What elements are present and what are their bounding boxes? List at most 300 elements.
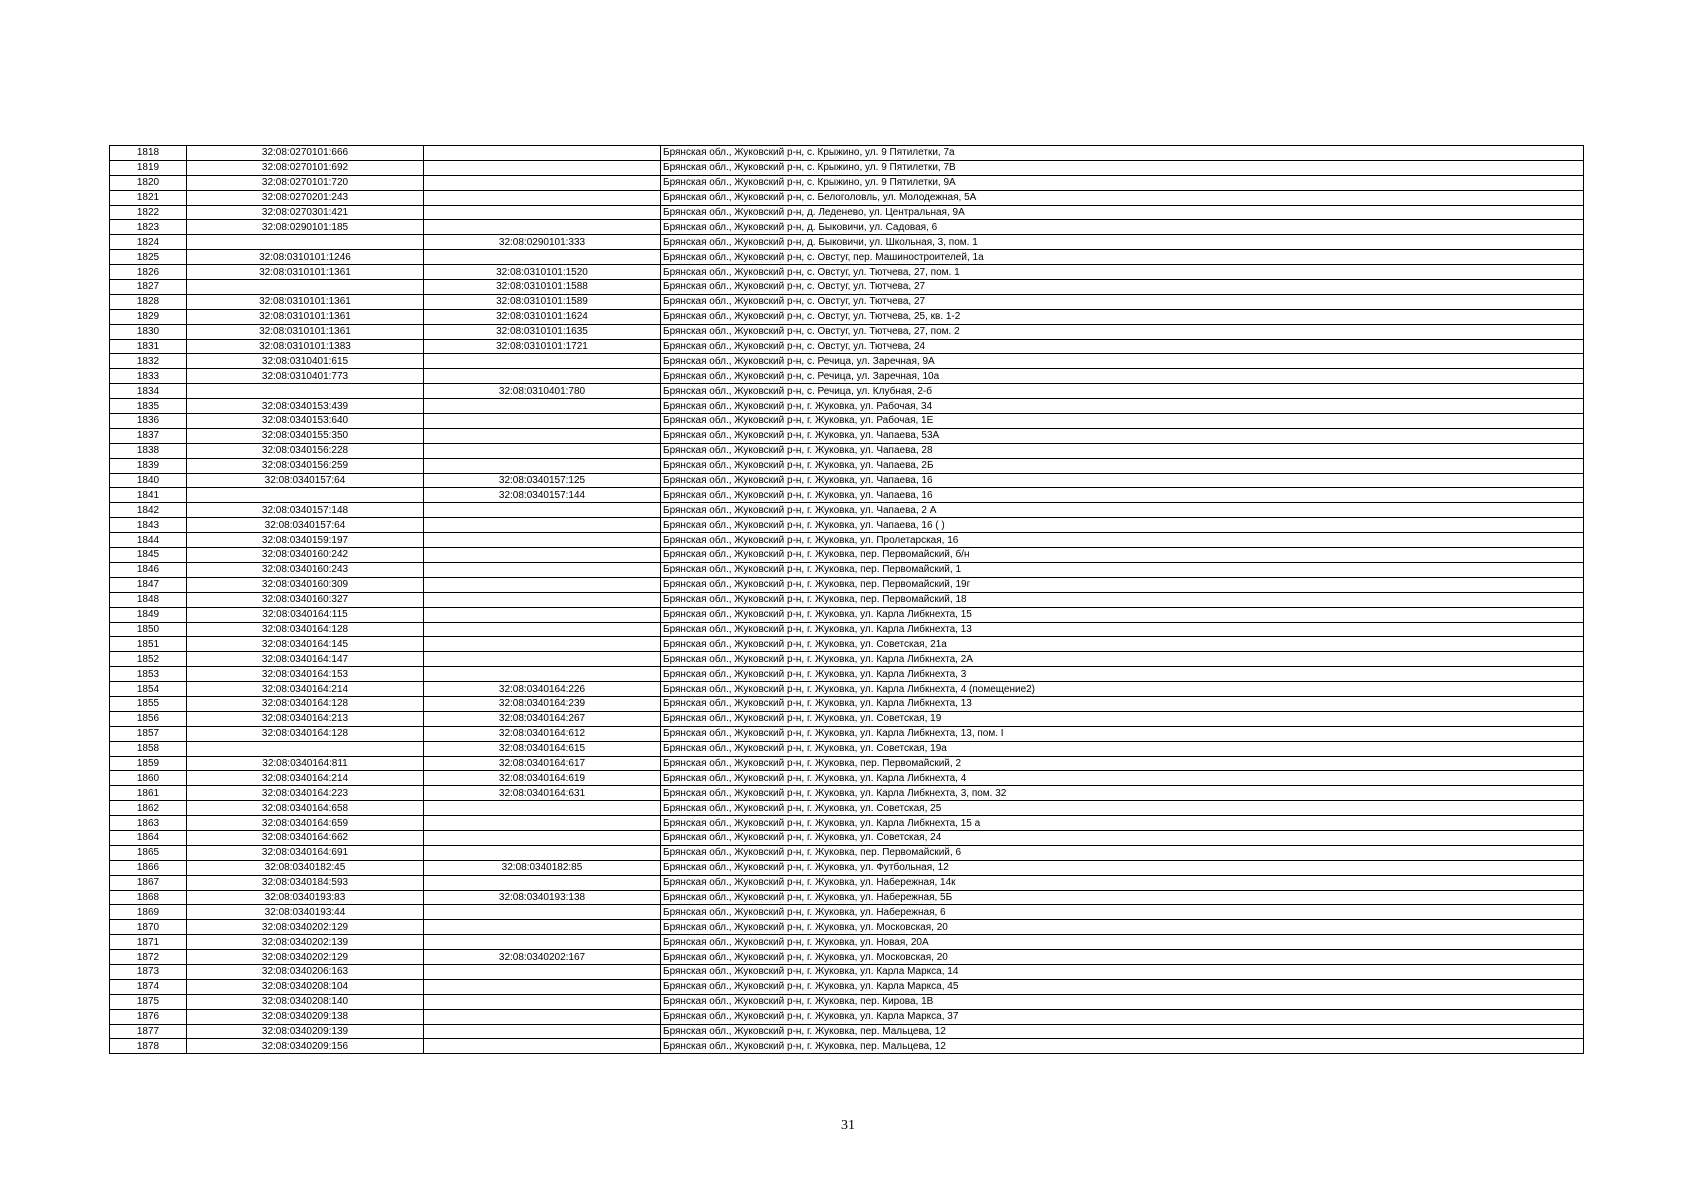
table-row	[110, 294, 1584, 309]
object-cadastral-number-cell	[424, 979, 661, 994]
object-cadastral-number-cell: 32:08:0310101:1589	[424, 294, 661, 309]
cadastral-number-cell: 32:08:0270101:692	[187, 160, 424, 175]
row-number-cell: 1829	[110, 309, 187, 324]
object-cadastral-number-cell	[424, 935, 661, 950]
row-number-cell: 1866	[110, 860, 187, 875]
object-cadastral-number-cell	[424, 577, 661, 592]
object-cadastral-number-cell	[424, 592, 661, 607]
table-row	[110, 443, 1584, 458]
object-cadastral-number-cell	[424, 830, 661, 845]
row-number-cell: 1868	[110, 890, 187, 905]
cadastral-number-cell: 32:08:0340160:309	[187, 577, 424, 592]
table-row	[110, 726, 1584, 741]
object-cadastral-number-cell	[424, 146, 661, 161]
address-cell: Брянская обл., Жуковский р-н, г. Жуковка, ул. Карла Маркса, 37	[661, 1009, 1584, 1024]
object-cadastral-number-cell	[424, 875, 661, 890]
row-number-cell: 1825	[110, 250, 187, 265]
address-cell: Брянская обл., Жуковский р-н, с. Крыжино, ул. 9 Пятилетки, 7а	[661, 146, 1584, 161]
cadastral-number-cell: 32:08:0340153:640	[187, 414, 424, 429]
object-cadastral-number-cell	[424, 175, 661, 190]
cadastral-number-cell	[187, 384, 424, 399]
table-row	[110, 384, 1584, 399]
address-cell: Брянская обл., Жуковский р-н, г. Жуковка, ул. Московская, 20	[661, 950, 1584, 965]
address-cell: Брянская обл., Жуковский р-н, г. Жуковка, пер. Мальцева, 12	[661, 1024, 1584, 1039]
object-cadastral-number-cell	[424, 518, 661, 533]
table-row	[110, 935, 1584, 950]
row-number-cell: 1833	[110, 369, 187, 384]
address-cell: Брянская обл., Жуковский р-н, г. Жуковка, пер. Первомайский, 1	[661, 562, 1584, 577]
address-cell: Брянская обл., Жуковский р-н, г. Жуковка, ул. Карла Либкнехта, 2А	[661, 652, 1584, 667]
cadastral-number-cell: 32:08:0340164:128	[187, 696, 424, 711]
table-row	[110, 890, 1584, 905]
cadastral-number-cell: 32:08:0340164:128	[187, 622, 424, 637]
table-row	[110, 816, 1584, 831]
address-cell: Брянская обл., Жуковский р-н, г. Жуковка, ул. Карла Маркса, 45	[661, 979, 1584, 994]
cadastral-number-cell: 32:08:0340164:811	[187, 756, 424, 771]
cadastral-number-cell: 32:08:0340164:223	[187, 786, 424, 801]
row-number-cell: 1861	[110, 786, 187, 801]
address-cell: Брянская обл., Жуковский р-н, г. Жуковка, ул. Чапаева, 16	[661, 488, 1584, 503]
row-number-cell: 1838	[110, 443, 187, 458]
table-row	[110, 503, 1584, 518]
object-cadastral-number-cell: 32:08:0340164:239	[424, 696, 661, 711]
table-row	[110, 175, 1584, 190]
cadastral-number-cell: 32:08:0340208:104	[187, 979, 424, 994]
object-cadastral-number-cell	[424, 369, 661, 384]
cadastral-number-cell: 32:08:0340193:44	[187, 905, 424, 920]
table-row	[110, 220, 1584, 235]
row-number-cell: 1842	[110, 503, 187, 518]
row-number-cell: 1877	[110, 1024, 187, 1039]
address-cell: Брянская обл., Жуковский р-н, с. Овстуг, пер. Машиностроителей, 1а	[661, 250, 1584, 265]
row-number-cell: 1859	[110, 756, 187, 771]
cadastral-number-cell: 32:08:0340182:45	[187, 860, 424, 875]
object-cadastral-number-cell	[424, 250, 661, 265]
table-row	[110, 964, 1584, 979]
table-row	[110, 950, 1584, 965]
cadastral-number-cell: 32:08:0340209:138	[187, 1009, 424, 1024]
address-cell: Брянская обл., Жуковский р-н, г. Жуковка, пер. Первомайский, 18	[661, 592, 1584, 607]
address-cell: Брянская обл., Жуковский р-н, г. Жуковка, ул. Чапаева, 2 А	[661, 503, 1584, 518]
cadastral-number-cell: 32:08:0340155:350	[187, 428, 424, 443]
address-cell: Брянская обл., Жуковский р-н, с. Крыжино, ул. 9 Пятилетки, 9А	[661, 175, 1584, 190]
cadastral-number-cell: 32:08:0310401:773	[187, 369, 424, 384]
object-cadastral-number-cell	[424, 399, 661, 414]
table-row	[110, 205, 1584, 220]
table-row	[110, 830, 1584, 845]
address-cell: Брянская обл., Жуковский р-н, г. Жуковка, ул. Набережная, 14к	[661, 875, 1584, 890]
object-cadastral-number-cell	[424, 354, 661, 369]
table-row	[110, 533, 1584, 548]
row-number-cell: 1832	[110, 354, 187, 369]
address-cell: Брянская обл., Жуковский р-н, г. Жуковка, пер. Кирова, 1В	[661, 994, 1584, 1009]
row-number-cell: 1858	[110, 741, 187, 756]
table-row	[110, 667, 1584, 682]
cadastral-number-cell	[187, 280, 424, 295]
table-row	[110, 488, 1584, 503]
address-cell: Брянская обл., Жуковский р-н, г. Жуковка, пер. Мальцева, 12	[661, 1039, 1584, 1054]
address-cell: Брянская обл., Жуковский р-н, г. Жуковка, ул. Советская, 19	[661, 711, 1584, 726]
object-cadastral-number-cell	[424, 1009, 661, 1024]
object-cadastral-number-cell	[424, 548, 661, 563]
object-cadastral-number-cell	[424, 801, 661, 816]
row-number-cell: 1876	[110, 1009, 187, 1024]
object-cadastral-number-cell	[424, 220, 661, 235]
address-cell: Брянская обл., Жуковский р-н, г. Жуковка, ул. Футбольная, 12	[661, 860, 1584, 875]
address-cell: Брянская обл., Жуковский р-н, г. Жуковка, пер. Первомайский, 6	[661, 845, 1584, 860]
object-cadastral-number-cell: 32:08:0310101:1721	[424, 339, 661, 354]
row-number-cell: 1867	[110, 875, 187, 890]
object-cadastral-number-cell	[424, 667, 661, 682]
object-cadastral-number-cell: 32:08:0340157:144	[424, 488, 661, 503]
table-row	[110, 458, 1584, 473]
row-number-cell: 1862	[110, 801, 187, 816]
row-number-cell: 1871	[110, 935, 187, 950]
object-cadastral-number-cell: 32:08:0340202:167	[424, 950, 661, 965]
cadastral-number-cell: 32:08:0310101:1361	[187, 324, 424, 339]
address-cell: Брянская обл., Жуковский р-н, г. Жуковка, ул. Набережная, 5Б	[661, 890, 1584, 905]
object-cadastral-number-cell	[424, 1024, 661, 1039]
row-number-cell: 1863	[110, 816, 187, 831]
address-cell: Брянская обл., Жуковский р-н, г. Жуковка, ул. Карла Либкнехта, 3, пом. 32	[661, 786, 1584, 801]
row-number-cell: 1831	[110, 339, 187, 354]
cadastral-number-cell: 32:08:0340156:259	[187, 458, 424, 473]
table-row	[110, 622, 1584, 637]
cadastral-number-cell: 32:08:0340157:148	[187, 503, 424, 518]
cadastral-number-cell: 32:08:0340164:214	[187, 682, 424, 697]
row-number-cell: 1845	[110, 548, 187, 563]
cadastral-number-cell: 32:08:0340157:64	[187, 473, 424, 488]
object-cadastral-number-cell: 32:08:0340157:125	[424, 473, 661, 488]
object-cadastral-number-cell	[424, 414, 661, 429]
row-number-cell: 1846	[110, 562, 187, 577]
registry-table-body	[110, 146, 1584, 1054]
table-row	[110, 190, 1584, 205]
table-row	[110, 339, 1584, 354]
table-row	[110, 607, 1584, 622]
cadastral-number-cell: 32:08:0340202:139	[187, 935, 424, 950]
object-cadastral-number-cell: 32:08:0340193:138	[424, 890, 661, 905]
object-cadastral-number-cell	[424, 637, 661, 652]
cadastral-number-cell: 32:08:0270101:666	[187, 146, 424, 161]
row-number-cell: 1834	[110, 384, 187, 399]
table-row	[110, 354, 1584, 369]
object-cadastral-number-cell: 32:08:0310101:1588	[424, 280, 661, 295]
address-cell: Брянская обл., Жуковский р-н, г. Жуковка, пер. Первомайский, 19г	[661, 577, 1584, 592]
table-row	[110, 860, 1584, 875]
cadastral-number-cell: 32:08:0340164:213	[187, 711, 424, 726]
object-cadastral-number-cell	[424, 652, 661, 667]
row-number-cell: 1827	[110, 280, 187, 295]
object-cadastral-number-cell	[424, 503, 661, 518]
row-number-cell: 1822	[110, 205, 187, 220]
row-number-cell: 1875	[110, 994, 187, 1009]
row-number-cell: 1835	[110, 399, 187, 414]
address-cell: Брянская обл., Жуковский р-н, г. Жуковка, ул. Новая, 20А	[661, 935, 1584, 950]
object-cadastral-number-cell: 32:08:0340164:617	[424, 756, 661, 771]
row-number-cell: 1873	[110, 964, 187, 979]
row-number-cell: 1848	[110, 592, 187, 607]
row-number-cell: 1849	[110, 607, 187, 622]
address-cell: Брянская обл., Жуковский р-н, д. Быковичи, ул. Школьная, 3, пом. 1	[661, 235, 1584, 250]
object-cadastral-number-cell	[424, 920, 661, 935]
address-cell: Брянская обл., Жуковский р-н, г. Жуковка, ул. Советская, 24	[661, 830, 1584, 845]
table-row	[110, 548, 1584, 563]
row-number-cell: 1847	[110, 577, 187, 592]
row-number-cell: 1869	[110, 905, 187, 920]
cadastral-number-cell: 32:08:0340164:214	[187, 771, 424, 786]
cadastral-number-cell: 32:08:0310401:615	[187, 354, 424, 369]
row-number-cell: 1839	[110, 458, 187, 473]
row-number-cell: 1823	[110, 220, 187, 235]
object-cadastral-number-cell	[424, 428, 661, 443]
row-number-cell: 1852	[110, 652, 187, 667]
table-row	[110, 1024, 1584, 1039]
table-row	[110, 146, 1584, 161]
cadastral-number-cell: 32:08:0270301:421	[187, 205, 424, 220]
row-number-cell: 1872	[110, 950, 187, 965]
object-cadastral-number-cell: 32:08:0340164:612	[424, 726, 661, 741]
cadastral-number-cell: 32:08:0310101:1361	[187, 265, 424, 280]
address-cell: Брянская обл., Жуковский р-н, с. Овстуг, ул. Тютчева, 27	[661, 294, 1584, 309]
row-number-cell: 1850	[110, 622, 187, 637]
cadastral-number-cell: 32:08:0340209:156	[187, 1039, 424, 1054]
table-row	[110, 160, 1584, 175]
object-cadastral-number-cell: 32:08:0310101:1635	[424, 324, 661, 339]
object-cadastral-number-cell	[424, 994, 661, 1009]
row-number-cell: 1851	[110, 637, 187, 652]
table-row	[110, 265, 1584, 280]
table-row	[110, 905, 1584, 920]
address-cell: Брянская обл., Жуковский р-н, с. Овстуг, ул. Тютчева, 25, кв. 1-2	[661, 309, 1584, 324]
object-cadastral-number-cell: 32:08:0290101:333	[424, 235, 661, 250]
cadastral-number-cell: 32:08:0270101:720	[187, 175, 424, 190]
table-row	[110, 369, 1584, 384]
table-row	[110, 994, 1584, 1009]
table-row	[110, 592, 1584, 607]
row-number-cell: 1820	[110, 175, 187, 190]
address-cell: Брянская обл., Жуковский р-н, г. Жуковка, ул. Карла Либкнехта, 15	[661, 607, 1584, 622]
table-row	[110, 741, 1584, 756]
row-number-cell: 1854	[110, 682, 187, 697]
table-row	[110, 399, 1584, 414]
address-cell: Брянская обл., Жуковский р-н, с. Овстуг, ул. Тютчева, 27, пом. 2	[661, 324, 1584, 339]
address-cell: Брянская обл., Жуковский р-н, г. Жуковка, ул. Чапаева, 16	[661, 473, 1584, 488]
row-number-cell: 1856	[110, 711, 187, 726]
row-number-cell: 1843	[110, 518, 187, 533]
cadastral-number-cell: 32:08:0310101:1361	[187, 294, 424, 309]
row-number-cell: 1857	[110, 726, 187, 741]
cadastral-number-cell: 32:08:0340208:140	[187, 994, 424, 1009]
table-row	[110, 428, 1584, 443]
address-cell: Брянская обл., Жуковский р-н, г. Жуковка, ул. Карла Либкнехта, 4	[661, 771, 1584, 786]
object-cadastral-number-cell: 32:08:0340164:619	[424, 771, 661, 786]
table-row	[110, 875, 1584, 890]
table-row	[110, 280, 1584, 295]
row-number-cell: 1837	[110, 428, 187, 443]
address-cell: Брянская обл., Жуковский р-н, г. Жуковка, ул. Рабочая, 1Е	[661, 414, 1584, 429]
object-cadastral-number-cell	[424, 905, 661, 920]
table-row	[110, 250, 1584, 265]
cadastral-number-cell: 32:08:0340202:129	[187, 950, 424, 965]
object-cadastral-number-cell	[424, 205, 661, 220]
table-row	[110, 577, 1584, 592]
address-cell: Брянская обл., Жуковский р-н, г. Жуковка, ул. Пролетарская, 16	[661, 533, 1584, 548]
row-number-cell: 1865	[110, 845, 187, 860]
cadastral-number-cell: 32:08:0340164:147	[187, 652, 424, 667]
object-cadastral-number-cell	[424, 160, 661, 175]
address-cell: Брянская обл., Жуковский р-н, г. Жуковка, ул. Набережная, 6	[661, 905, 1584, 920]
cadastral-number-cell: 32:08:0310101:1361	[187, 309, 424, 324]
table-row	[110, 637, 1584, 652]
table-row	[110, 473, 1584, 488]
object-cadastral-number-cell: 32:08:0310401:780	[424, 384, 661, 399]
cadastral-number-cell: 32:08:0310101:1246	[187, 250, 424, 265]
object-cadastral-number-cell: 32:08:0340182:85	[424, 860, 661, 875]
address-cell: Брянская обл., Жуковский р-н, с. Овстуг, ул. Тютчева, 27, пом. 1	[661, 265, 1584, 280]
cadastral-number-cell: 32:08:0270201:243	[187, 190, 424, 205]
address-cell: Брянская обл., Жуковский р-н, г. Жуковка, ул. Карла Либкнехта, 4 (помещение2)	[661, 682, 1584, 697]
cadastral-number-cell: 32:08:0340160:242	[187, 548, 424, 563]
row-number-cell: 1840	[110, 473, 187, 488]
object-cadastral-number-cell	[424, 816, 661, 831]
address-cell: Брянская обл., Жуковский р-н, с. Овстуг, ул. Тютчева, 27	[661, 280, 1584, 295]
row-number-cell: 1819	[110, 160, 187, 175]
cadastral-number-cell: 32:08:0340157:64	[187, 518, 424, 533]
cadastral-number-cell: 32:08:0340160:327	[187, 592, 424, 607]
row-number-cell: 1864	[110, 830, 187, 845]
object-cadastral-number-cell	[424, 964, 661, 979]
object-cadastral-number-cell	[424, 1039, 661, 1054]
object-cadastral-number-cell	[424, 607, 661, 622]
object-cadastral-number-cell	[424, 458, 661, 473]
address-cell: Брянская обл., Жуковский р-н, г. Жуковка, ул. Советская, 25	[661, 801, 1584, 816]
address-cell: Брянская обл., Жуковский р-н, г. Жуковка, ул. Чапаева, 28	[661, 443, 1584, 458]
address-cell: Брянская обл., Жуковский р-н, г. Жуковка, ул. Московская, 20	[661, 920, 1584, 935]
cadastral-number-cell: 32:08:0340164:153	[187, 667, 424, 682]
cadastral-number-cell: 32:08:0290101:185	[187, 220, 424, 235]
row-number-cell: 1855	[110, 696, 187, 711]
address-cell: Брянская обл., Жуковский р-н, д. Быковичи, ул. Садовая, 6	[661, 220, 1584, 235]
row-number-cell: 1821	[110, 190, 187, 205]
address-cell: Брянская обл., Жуковский р-н, с. Белоголовль, ул. Молодежная, 5А	[661, 190, 1584, 205]
table-row	[110, 309, 1584, 324]
row-number-cell: 1826	[110, 265, 187, 280]
address-cell: Брянская обл., Жуковский р-н, г. Жуковка, ул. Карла Либкнехта, 3	[661, 667, 1584, 682]
address-cell: Брянская обл., Жуковский р-н, г. Жуковка, ул. Советская, 21а	[661, 637, 1584, 652]
table-row	[110, 652, 1584, 667]
table-row	[110, 711, 1584, 726]
object-cadastral-number-cell: 32:08:0310101:1520	[424, 265, 661, 280]
object-cadastral-number-cell	[424, 622, 661, 637]
address-cell: Брянская обл., Жуковский р-н, г. Жуковка, ул. Чапаева, 53А	[661, 428, 1584, 443]
table-row	[110, 845, 1584, 860]
object-cadastral-number-cell	[424, 845, 661, 860]
object-cadastral-number-cell	[424, 443, 661, 458]
address-cell: Брянская обл., Жуковский р-н, с. Овстуг, ул. Тютчева, 24	[661, 339, 1584, 354]
cadastral-number-cell: 32:08:0340164:115	[187, 607, 424, 622]
table-row	[110, 324, 1584, 339]
page-number: 31	[841, 1118, 855, 1133]
table-row	[110, 235, 1584, 250]
cadastral-number-cell: 32:08:0310101:1383	[187, 339, 424, 354]
cadastral-number-cell: 32:08:0340164:658	[187, 801, 424, 816]
table-row	[110, 414, 1584, 429]
table-row	[110, 920, 1584, 935]
table-row	[110, 801, 1584, 816]
cadastral-number-cell: 32:08:0340164:662	[187, 830, 424, 845]
object-cadastral-number-cell: 32:08:0340164:631	[424, 786, 661, 801]
object-cadastral-number-cell	[424, 190, 661, 205]
row-number-cell: 1836	[110, 414, 187, 429]
table-row	[110, 979, 1584, 994]
cadastral-number-cell: 32:08:0340209:139	[187, 1024, 424, 1039]
cadastral-number-cell: 32:08:0340184:593	[187, 875, 424, 890]
cadastral-number-cell: 32:08:0340153:439	[187, 399, 424, 414]
address-cell: Брянская обл., Жуковский р-н, с. Крыжино, ул. 9 Пятилетки, 7В	[661, 160, 1584, 175]
row-number-cell: 1874	[110, 979, 187, 994]
address-cell: Брянская обл., Жуковский р-н, с. Речица, ул. Клубная, 2-б	[661, 384, 1584, 399]
address-cell: Брянская обл., Жуковский р-н, г. Жуковка, ул. Карла Либкнехта, 15 а	[661, 816, 1584, 831]
address-cell: Брянская обл., Жуковский р-н, г. Жуковка, ул. Рабочая, 34	[661, 399, 1584, 414]
table-row	[110, 1039, 1584, 1054]
cadastral-number-cell: 32:08:0340193:83	[187, 890, 424, 905]
address-cell: Брянская обл., Жуковский р-н, д. Леденево, ул. Центральная, 9А	[661, 205, 1584, 220]
row-number-cell: 1844	[110, 533, 187, 548]
row-number-cell: 1870	[110, 920, 187, 935]
address-cell: Брянская обл., Жуковский р-н, с. Речица, ул. Заречная, 10а	[661, 369, 1584, 384]
cadastral-number-cell	[187, 235, 424, 250]
object-cadastral-number-cell	[424, 562, 661, 577]
object-cadastral-number-cell	[424, 533, 661, 548]
row-number-cell: 1841	[110, 488, 187, 503]
table-row	[110, 518, 1584, 533]
cadastral-number-cell: 32:08:0340159:197	[187, 533, 424, 548]
table-row	[110, 786, 1584, 801]
cadastral-number-cell: 32:08:0340206:163	[187, 964, 424, 979]
registry-table	[109, 145, 1584, 1054]
table-row	[110, 1009, 1584, 1024]
cadastral-number-cell: 32:08:0340156:228	[187, 443, 424, 458]
cadastral-number-cell: 32:08:0340164:145	[187, 637, 424, 652]
table-row	[110, 771, 1584, 786]
address-cell: Брянская обл., Жуковский р-н, г. Жуковка, ул. Карла Либкнехта, 13, пом. I	[661, 726, 1584, 741]
table-row	[110, 696, 1584, 711]
address-cell: Брянская обл., Жуковский р-н, г. Жуковка, ул. Советская, 19а	[661, 741, 1584, 756]
address-cell: Брянская обл., Жуковский р-н, г. Жуковка, ул. Карла Либкнехта, 13	[661, 622, 1584, 637]
address-cell: Брянская обл., Жуковский р-н, г. Жуковка, ул. Карла Маркса, 14	[661, 964, 1584, 979]
address-cell: Брянская обл., Жуковский р-н, г. Жуковка, ул. Чапаева, 16 ( )	[661, 518, 1584, 533]
object-cadastral-number-cell: 32:08:0340164:267	[424, 711, 661, 726]
address-cell: Брянская обл., Жуковский р-н, с. Речица, ул. Заречная, 9А	[661, 354, 1584, 369]
cadastral-number-cell: 32:08:0340164:659	[187, 816, 424, 831]
table-row	[110, 562, 1584, 577]
cadastral-number-cell: 32:08:0340160:243	[187, 562, 424, 577]
row-number-cell: 1853	[110, 667, 187, 682]
row-number-cell: 1828	[110, 294, 187, 309]
address-cell: Брянская обл., Жуковский р-н, г. Жуковка, ул. Карла Либкнехта, 13	[661, 696, 1584, 711]
cadastral-number-cell	[187, 488, 424, 503]
object-cadastral-number-cell: 32:08:0310101:1624	[424, 309, 661, 324]
table-row	[110, 756, 1584, 771]
address-cell: Брянская обл., Жуковский р-н, г. Жуковка, пер. Первомайский, б/н	[661, 548, 1584, 563]
row-number-cell: 1830	[110, 324, 187, 339]
row-number-cell: 1824	[110, 235, 187, 250]
cadastral-number-cell: 32:08:0340202:129	[187, 920, 424, 935]
table-row	[110, 682, 1584, 697]
object-cadastral-number-cell: 32:08:0340164:226	[424, 682, 661, 697]
address-cell: Брянская обл., Жуковский р-н, г. Жуковка, ул. Чапаева, 2Б	[661, 458, 1584, 473]
